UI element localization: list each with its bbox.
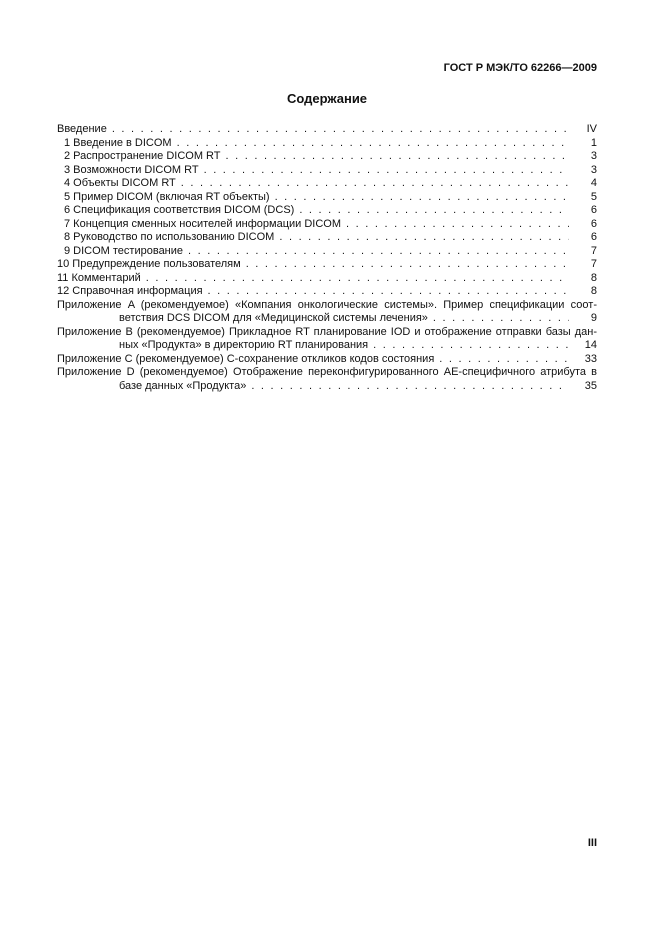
toc-page-number: 6	[590, 231, 597, 243]
toc-page-number: 1	[590, 136, 597, 149]
toc-page-number: 8	[590, 285, 597, 297]
toc-entry-text: ных «Продукта» в директорию RT планирования	[119, 339, 369, 351]
toc-entry-row	[57, 258, 597, 272]
toc-entry	[57, 150, 597, 164]
toc-entry	[57, 285, 597, 299]
toc-entry-row	[57, 353, 597, 367]
dot-leader	[373, 339, 569, 353]
toc-entry-text: Приложение C (рекомендуемое) C-сохранение откликов кодов состояния	[57, 352, 435, 365]
toc-entry-text: Приложение B (рекомендуемое) Прикладное RT планирование IOD и отображение отправки базы дан-	[57, 325, 597, 338]
toc-entry-text: 7 Концепция сменных носителей информации DICOM	[64, 217, 342, 230]
toc-entry-text: 5 Пример DICOM (включая RT объекты)	[64, 190, 270, 203]
toc-page-number: 3	[590, 150, 597, 162]
page-footer	[588, 837, 597, 849]
toc-entry-row	[57, 150, 597, 164]
document-number: ГОСТ Р МЭК/ТО 62266—2009	[443, 62, 597, 74]
toc-entry-text: 1 Введение в DICOM	[64, 136, 172, 149]
toc-page-number: 9	[590, 312, 597, 324]
toc-entry-text: Приложение A (рекомендуемое) «Компания онкологические системы». Пример спецификации соот-	[57, 298, 597, 311]
toc-page-number: 33	[584, 352, 597, 365]
toc-entry-row	[57, 191, 597, 205]
toc-entry	[57, 177, 597, 191]
toc-entry-row	[57, 245, 597, 259]
toc-entry-row	[57, 339, 597, 353]
dot-leader	[188, 245, 569, 259]
toc-entry-text: Приложение D (рекомендуемое) Отображение переконфигурированного AE-специфичного атрибута в	[57, 366, 597, 378]
toc-page-number: 4	[590, 177, 597, 189]
toc-page-number: 6	[590, 204, 597, 216]
toc-entry-text: 12 Справочная информация	[57, 285, 203, 297]
toc-entry-row	[57, 272, 597, 286]
toc-entry-text: 6 Спецификация соответствия DICOM (DCS)	[64, 204, 295, 216]
toc-page-number: IV	[586, 123, 597, 135]
dot-leader	[279, 231, 569, 245]
toc-entry-text: 10 Предупреждение пользователям	[57, 258, 241, 270]
dot-leader	[439, 353, 569, 367]
dot-leader	[433, 312, 569, 326]
dot-leader	[251, 380, 569, 394]
toc-entry	[57, 272, 597, 286]
dot-leader	[208, 285, 569, 299]
toc-entry-text: ветствия DCS DICOM для «Медицинской системы лечения»	[119, 312, 428, 324]
dot-leader	[246, 258, 569, 272]
toc-entry	[57, 245, 597, 259]
dot-leader	[181, 177, 569, 191]
toc-page-number: 7	[590, 244, 597, 257]
dot-leader	[146, 272, 569, 286]
toc-entry-text: 3 Возможности DICOM RT	[64, 163, 199, 176]
toc-page-number: 14	[584, 339, 597, 351]
dot-leader	[299, 204, 569, 218]
toc-entry-row	[57, 204, 597, 218]
toc-entry-row	[57, 312, 597, 326]
dot-leader	[346, 218, 569, 232]
toc-entry-row	[57, 285, 597, 299]
page-title: Содержание	[286, 91, 368, 106]
toc-entry	[57, 231, 597, 245]
table-of-contents	[57, 123, 597, 393]
toc-entry-row	[57, 231, 597, 245]
toc-entry	[57, 366, 597, 393]
toc-entry	[57, 204, 597, 218]
toc-page-number: 7	[590, 258, 597, 270]
toc-entry-text: 9 DICOM тестирование	[64, 244, 184, 257]
toc-entry	[57, 326, 597, 353]
toc-entry-row	[57, 123, 597, 137]
toc-entry	[57, 137, 597, 151]
toc-entry-text: 2 Распространение DICOM RT	[64, 150, 221, 162]
toc-entry	[57, 299, 597, 326]
toc-page-number: 5	[590, 190, 597, 203]
dot-leader	[112, 123, 569, 137]
document-header	[57, 62, 597, 75]
toc-entry-text: 8 Руководство по использованию DICOM	[64, 231, 275, 243]
toc-entry-text: 4 Объекты DICOM RT	[64, 177, 176, 189]
toc-entry	[57, 123, 597, 137]
toc-page-number: 8	[590, 271, 597, 284]
toc-entry	[57, 258, 597, 272]
toc-entry	[57, 191, 597, 205]
toc-entry	[57, 218, 597, 232]
dot-leader	[177, 137, 569, 151]
dot-leader	[275, 191, 569, 205]
toc-entry-row	[57, 164, 597, 178]
toc-entry	[57, 164, 597, 178]
toc-entry-row	[57, 380, 597, 394]
toc-page-number: 35	[584, 379, 597, 392]
dot-leader	[204, 164, 569, 178]
toc-entry-row	[57, 218, 597, 232]
toc-entry-row	[57, 137, 597, 151]
toc-entry-text: Введение	[57, 123, 107, 135]
toc-entry-row	[57, 177, 597, 191]
toc-entry-text: базе данных «Продукта»	[119, 379, 247, 392]
page-number: III	[587, 837, 597, 849]
dot-leader	[226, 150, 570, 164]
toc-page-number: 3	[590, 163, 597, 176]
toc-entry	[57, 353, 597, 367]
toc-page-number: 6	[590, 217, 597, 230]
toc-entry-text: 11 Комментарий	[57, 271, 141, 284]
